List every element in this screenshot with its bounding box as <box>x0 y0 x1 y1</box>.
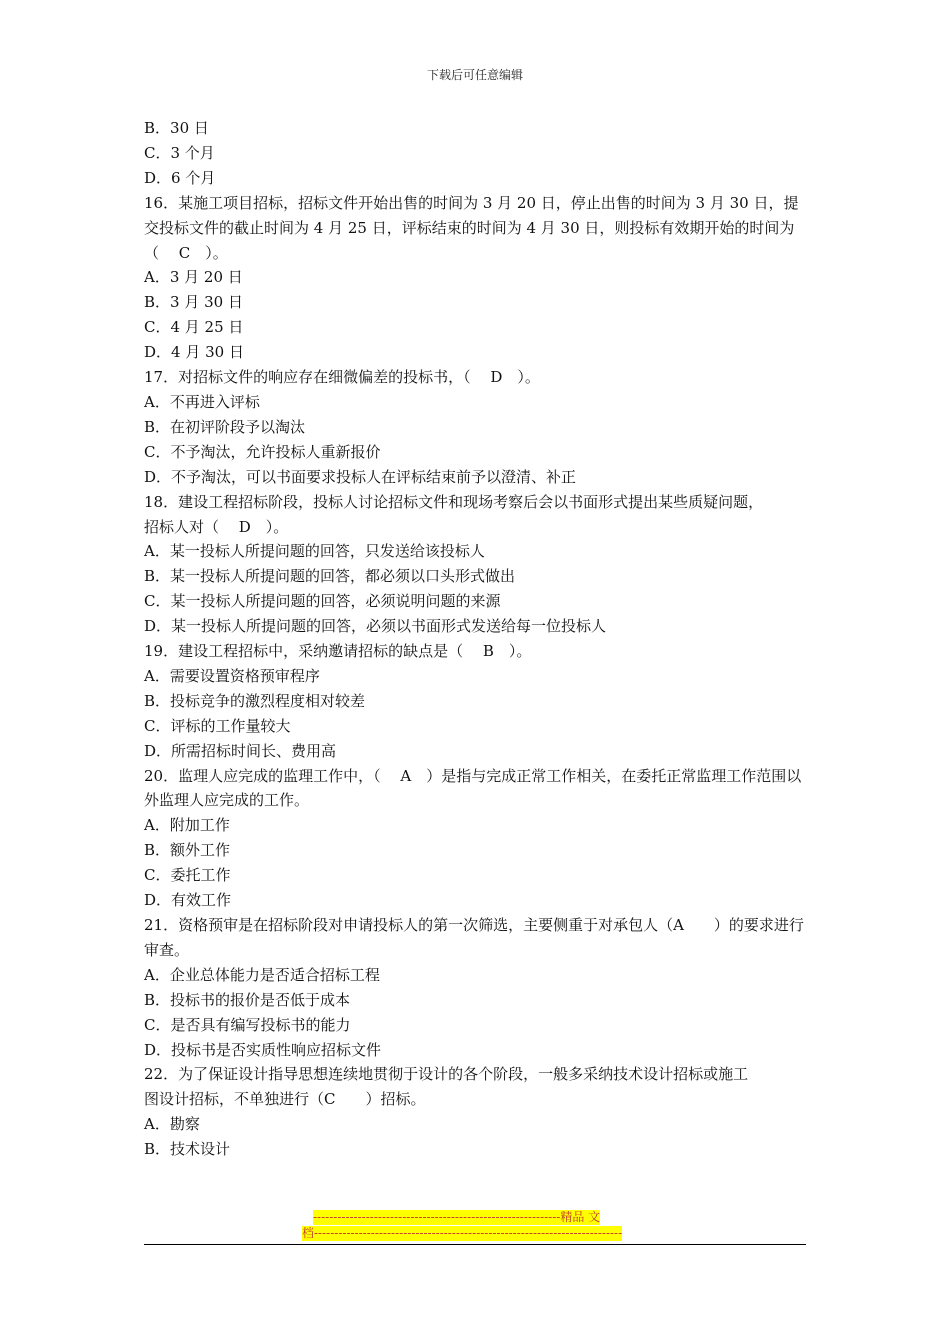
option-line: C．不予淘汰，允许投标人重新报价 <box>144 442 381 461</box>
option-line: D．4 月 30 日 <box>144 343 244 362</box>
footer-highlight-line-1: -------------------------------------------------------------精品 文 <box>313 1210 601 1224</box>
option-line: B．在初评阶段予以淘汰 <box>144 417 306 436</box>
question-22: 22．为了保证设计指导思想连续地贯彻于设计的各个阶段，一般多采纳技术设计招标或施工 <box>144 1065 749 1084</box>
option-line: D．某一投标人所提问题的回答，必须以书面形式发送给每一位投标人 <box>144 617 607 636</box>
option-line: A．某一投标人所提问题的回答，只发送给该投标人 <box>144 542 485 561</box>
question-18: 18．建设工程招标阶段，投标人讨论招标文件和现场考察后会以书面形式提出某些质疑问题， <box>144 492 764 511</box>
question-19: 19．建设工程招标中，采纳邀请招标的缺点是（ B ）。 <box>144 642 532 661</box>
option-line: B．技术设计 <box>144 1140 231 1159</box>
option-line: B．3 月 30 日 <box>144 293 243 312</box>
page-header: 下载后可任意编辑 <box>426 68 523 82</box>
question-16: 16．某施工项目招标，招标文件开始出售的时间为 3 月 20 日，停止出售的时间为 3 月 30 日，提交投标文件的截止时间为 4 月 25 日，评标结束的时间为 4 月 30 日，则投标有效期开始的时间为（ C ）。 <box>144 193 799 262</box>
option-line: A．附加工作 <box>144 816 230 835</box>
option-line: D．有效工作 <box>144 891 232 910</box>
option-line: A．需要设置资格预审程序 <box>144 666 320 685</box>
question-18-continued: 招标人对（ D ）。 <box>144 517 289 536</box>
option-line: D．不予淘汰，可以书面要求投标人在评标结束前予以澄清、补正 <box>144 467 577 486</box>
option-line: B．30 日 <box>144 119 209 137</box>
footer-highlight-line-2: 档---------------------------------------------------------------------------- <box>302 1226 623 1240</box>
option-line: A．企业总体能力是否适合招标工程 <box>144 965 380 984</box>
option-line: C．委托工作 <box>144 866 231 885</box>
question-22-continued: 图设计招标，不单独进行（C ）招标。 <box>144 1090 426 1109</box>
option-line: C．评标的工作量较大 <box>144 716 291 735</box>
option-line: A．不再进入评标 <box>144 392 260 411</box>
option-line: C．是否具有编写投标书的能力 <box>144 1015 351 1034</box>
question-21: 21．资格预审是在招标阶段对申请投标人的第一次筛选，主要侧重于对承包人（A ）的要求进行审查。 <box>144 916 804 959</box>
option-line: A．勘察 <box>144 1115 200 1134</box>
option-line: D．所需招标时间长、费用高 <box>144 741 337 760</box>
option-line: A．3 月 20 日 <box>144 268 243 287</box>
option-line: C．某一投标人所提问题的回答，必须说明问题的来源 <box>144 592 501 611</box>
option-line: B．投标竞争的激烈程度相对较差 <box>144 691 366 710</box>
option-line: C．4 月 25 日 <box>144 318 244 337</box>
document-body <box>144 116 806 1162</box>
option-line: D．6 个月 <box>144 168 216 187</box>
question-17: 17．对招标文件的响应存在细微偏差的投标书，（ D ）。 <box>144 368 540 387</box>
option-line: B．投标书的报价是否低于成本 <box>144 990 351 1009</box>
option-line: C．3 个月 <box>144 143 215 162</box>
option-line: B．额外工作 <box>144 841 231 860</box>
question-20: 20．监理人应完成的监理工作中，（ A ）是指与完成正常工作相关，在委托正常监理工作范围以外监理人应完成的工作。 <box>144 766 802 810</box>
option-line: D．投标书是否实质性响应招标文件 <box>144 1040 382 1059</box>
footer-divider <box>144 1244 806 1245</box>
option-line: B．某一投标人所提问题的回答，都必须以口头形式做出 <box>144 567 516 586</box>
